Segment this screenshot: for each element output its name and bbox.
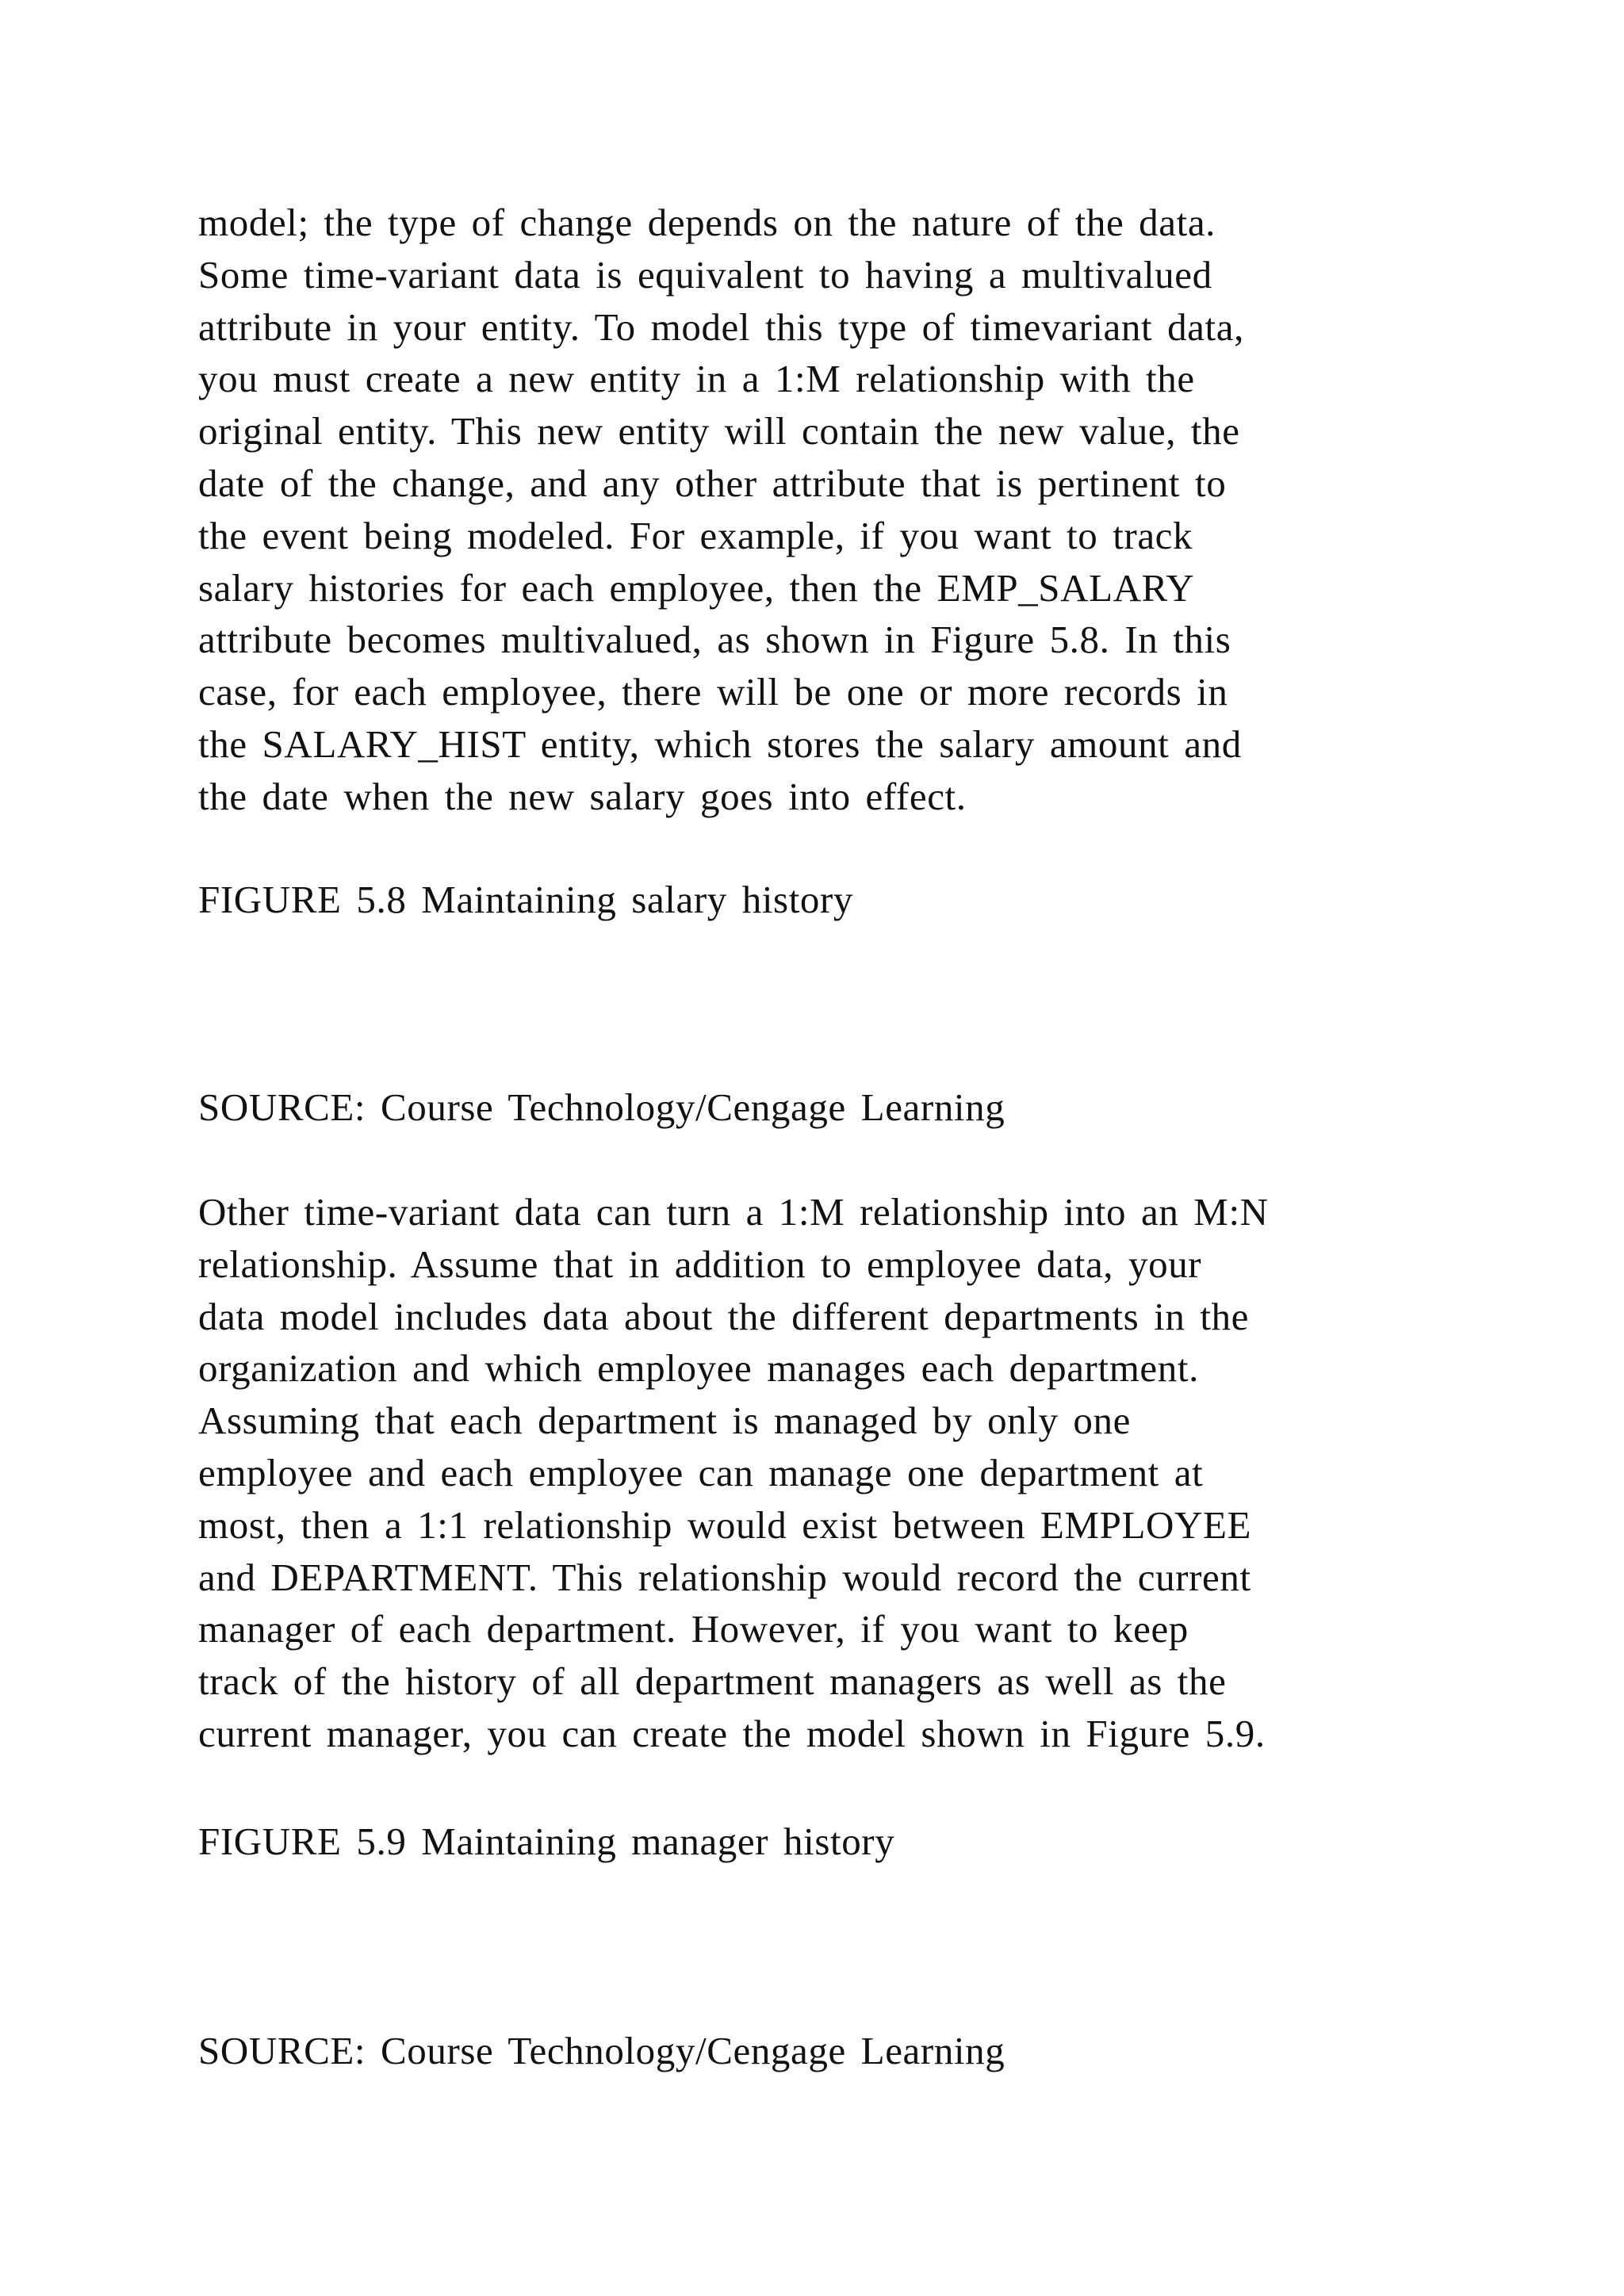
figure-5-8-source <box>198 1081 1499 1134</box>
paragraph-line: most, then a 1:1 relationship would exist between EMPLOYEE <box>198 1502 1252 1547</box>
paragraph-line: attribute becomes multivalued, as shown in Figure 5.8. In this <box>198 618 1231 662</box>
paragraph-line: salary histories for each employee, then the EMP_SALARY <box>198 565 1195 610</box>
paragraph-line: the event being modeled. For example, if you want to track <box>198 513 1193 557</box>
figure-caption-text: FIGURE 5.9 Maintaining manager history <box>198 1820 895 1863</box>
figure-source-text: SOURCE: Course Technology/Cengage Learning <box>198 1085 1005 1129</box>
paragraph-line: case, for each employee, there will be one or more records in <box>198 670 1228 714</box>
paragraph-line: organization and which employee manages each department. <box>198 1346 1199 1391</box>
paragraph-line: Assuming that each department is managed by only one <box>198 1399 1131 1443</box>
paragraph-line: Some time-variant data is equivalent to having a multivalued <box>198 252 1212 297</box>
paragraph-line: the SALARY_HIST entity, which stores the salary amount and <box>198 721 1242 766</box>
paragraph-manager-history <box>198 1186 1499 1760</box>
paragraph-line: and DEPARTMENT. This relationship would record the current <box>198 1555 1251 1599</box>
paragraph-line: you must create a new entity in a 1:M relationship with the <box>198 357 1195 401</box>
paragraph-line: original entity. This new entity will contain the new value, the <box>198 409 1240 453</box>
paragraph-line: relationship. Assume that in addition to employee data, your <box>198 1242 1202 1286</box>
figure-5-9-source <box>198 2025 1499 2077</box>
figure-caption-text: FIGURE 5.8 Maintaining salary history <box>198 878 854 921</box>
paragraph-line: manager of each department. However, if you want to keep <box>198 1607 1189 1651</box>
figure-5-9-caption <box>198 1816 1499 1868</box>
paragraph-line: model; the type of change depends on the nature of the data. <box>198 201 1216 244</box>
paragraph-line: track of the history of all department managers as well as the <box>198 1659 1227 1704</box>
paragraph-line: Other time-variant data can turn a 1:M relationship into an M:N <box>198 1190 1269 1234</box>
paragraph-line: current manager, you can create the model shown in Figure 5.9. <box>198 1711 1266 1755</box>
paragraph-line: employee and each employee can manage one department at <box>198 1450 1204 1494</box>
paragraph-line: date of the change, and any other attribute that is pertinent to <box>198 461 1227 505</box>
paragraph-line: attribute in your entity. To model this type of timevariant data, <box>198 304 1244 349</box>
paragraph-time-variant-data <box>198 197 1499 823</box>
figure-source-text: SOURCE: Course Technology/Cengage Learning <box>198 2029 1005 2072</box>
paragraph-line: data model includes data about the different departments in the <box>198 1294 1250 1338</box>
figure-5-8-caption <box>198 874 1499 926</box>
paragraph-line: the date when the new salary goes into effect. <box>198 774 967 818</box>
